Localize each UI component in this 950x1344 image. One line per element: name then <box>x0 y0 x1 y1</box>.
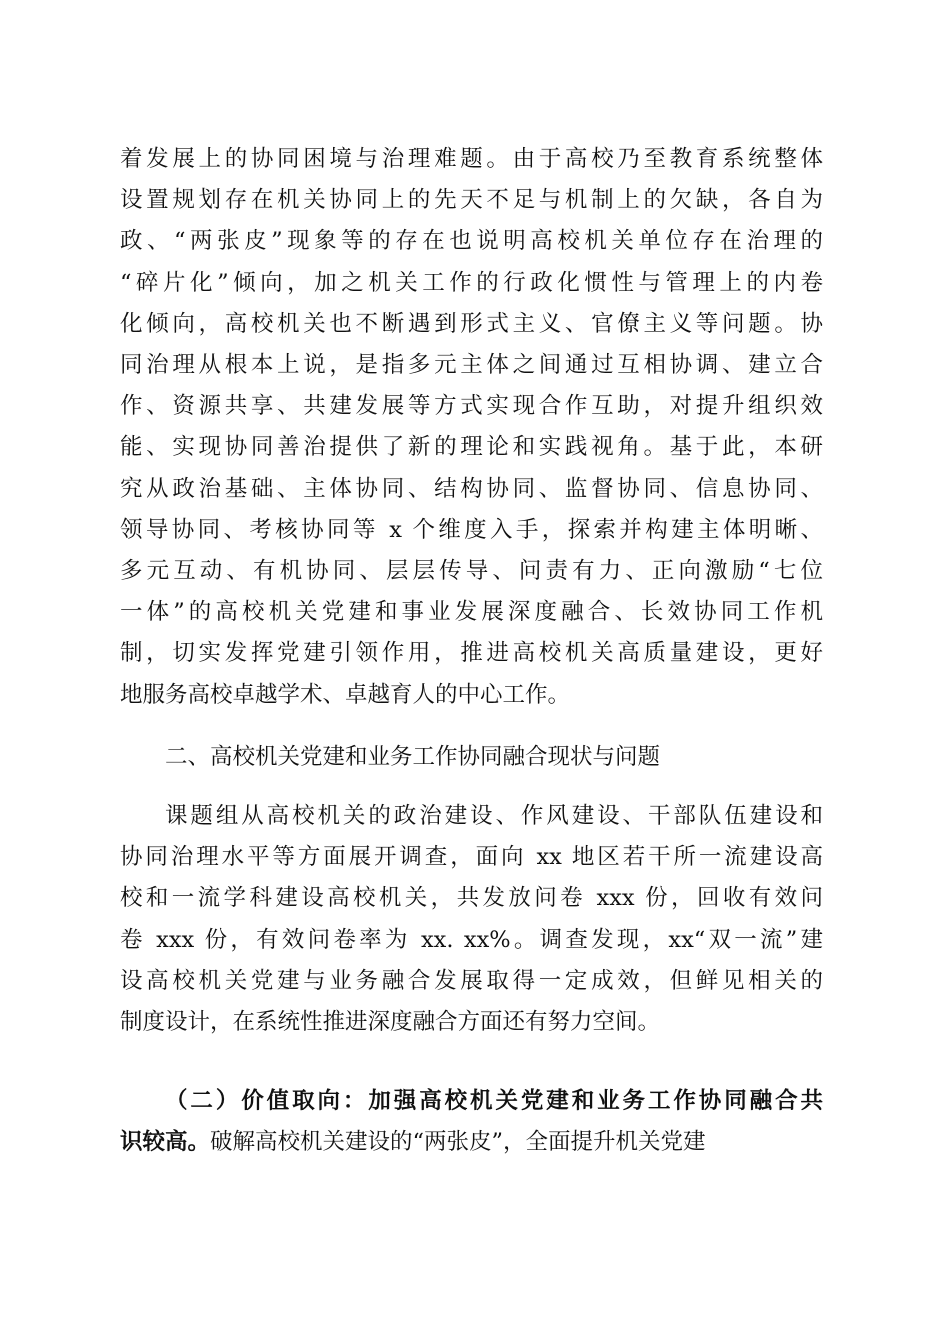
text-line: 课题组从高校机关的政治建设、作风建设、干部队伍建设和 <box>165 803 823 829</box>
text-line: 多元互动、有机协同、层层传导、问责有力、正向激励“七位 <box>120 558 823 585</box>
text-line: 制度设计，在系统性推进深度融合方面还有努力空间。 <box>120 1009 661 1036</box>
paragraph-body-3 <box>120 1081 823 1163</box>
subsection-lead: （二）价值取向：加强高校机关党建和业务工作协同融合共 <box>165 1088 823 1114</box>
paragraph-text: 破解高校机关建设的“两张皮”，全面提升机关党建 <box>210 1129 706 1156</box>
text-line: 领导协同、考核协同等 x 个维度入手，探索并构建主体明晰、 <box>120 516 823 543</box>
text-line: 究从政治基础、主体协同、结构协同、监督协同、信息协同、 <box>120 475 823 502</box>
text-line: “碎片化”倾向，加之机关工作的行政化惯性与管理上的内卷 <box>120 269 823 296</box>
text-line: 同治理从根本上说，是指多元主体之间通过互相协调、建立合 <box>120 352 823 379</box>
text-line: 一体”的高校机关党建和事业发展深度融合、长效协同工作机 <box>120 599 823 626</box>
text-line: 能、实现协同善治提供了新的理论和实践视角。基于此，本研 <box>120 434 823 461</box>
text-line: 制，切实发挥党建引领作用，推进高校机关高质量建设，更好 <box>120 640 823 667</box>
text-line: 协同治理水平等方面展开调查，面向 xx 地区若干所一流建设高 <box>120 844 823 871</box>
subsection-lead-end: 识较高。 <box>120 1129 211 1156</box>
text-line: 着发展上的协同困境与治理难题。由于高校乃至教育系统整体 <box>120 146 823 172</box>
text-line <box>120 1122 823 1163</box>
text-line: 作、资源共享、共建发展等方式实现合作互助，对提升组织效 <box>120 393 823 420</box>
paragraph-body-1 <box>120 139 823 716</box>
text-line: 化倾向，高校机关也不断遇到形式主义、官僚主义等问题。协 <box>120 310 823 337</box>
text-line: 设置规划存在机关协同上的先天不足与机制上的欠缺，各自为 <box>120 187 823 214</box>
paragraph-body-2 <box>120 796 823 1043</box>
text-line: 地服务高校卓越学术、卓越育人的中心工作。 <box>120 681 571 708</box>
text-line: 设高校机关党建与业务融合发展取得一定成效，但鲜见相关的 <box>120 967 823 994</box>
section-heading: 二、高校机关党建和业务工作协同融合现状与问题 <box>165 744 661 770</box>
text-line: 卷 xxx 份，有效问卷率为 xx. xx%。调查发现，xx“双一流”建 <box>120 926 823 953</box>
text-line: 政、“两张皮”现象等的存在也说明高校机关单位存在治理的 <box>120 228 823 255</box>
text-line: 校和一流学科建设高校机关，共发放问卷 xxx 份，回收有效问 <box>120 885 823 912</box>
